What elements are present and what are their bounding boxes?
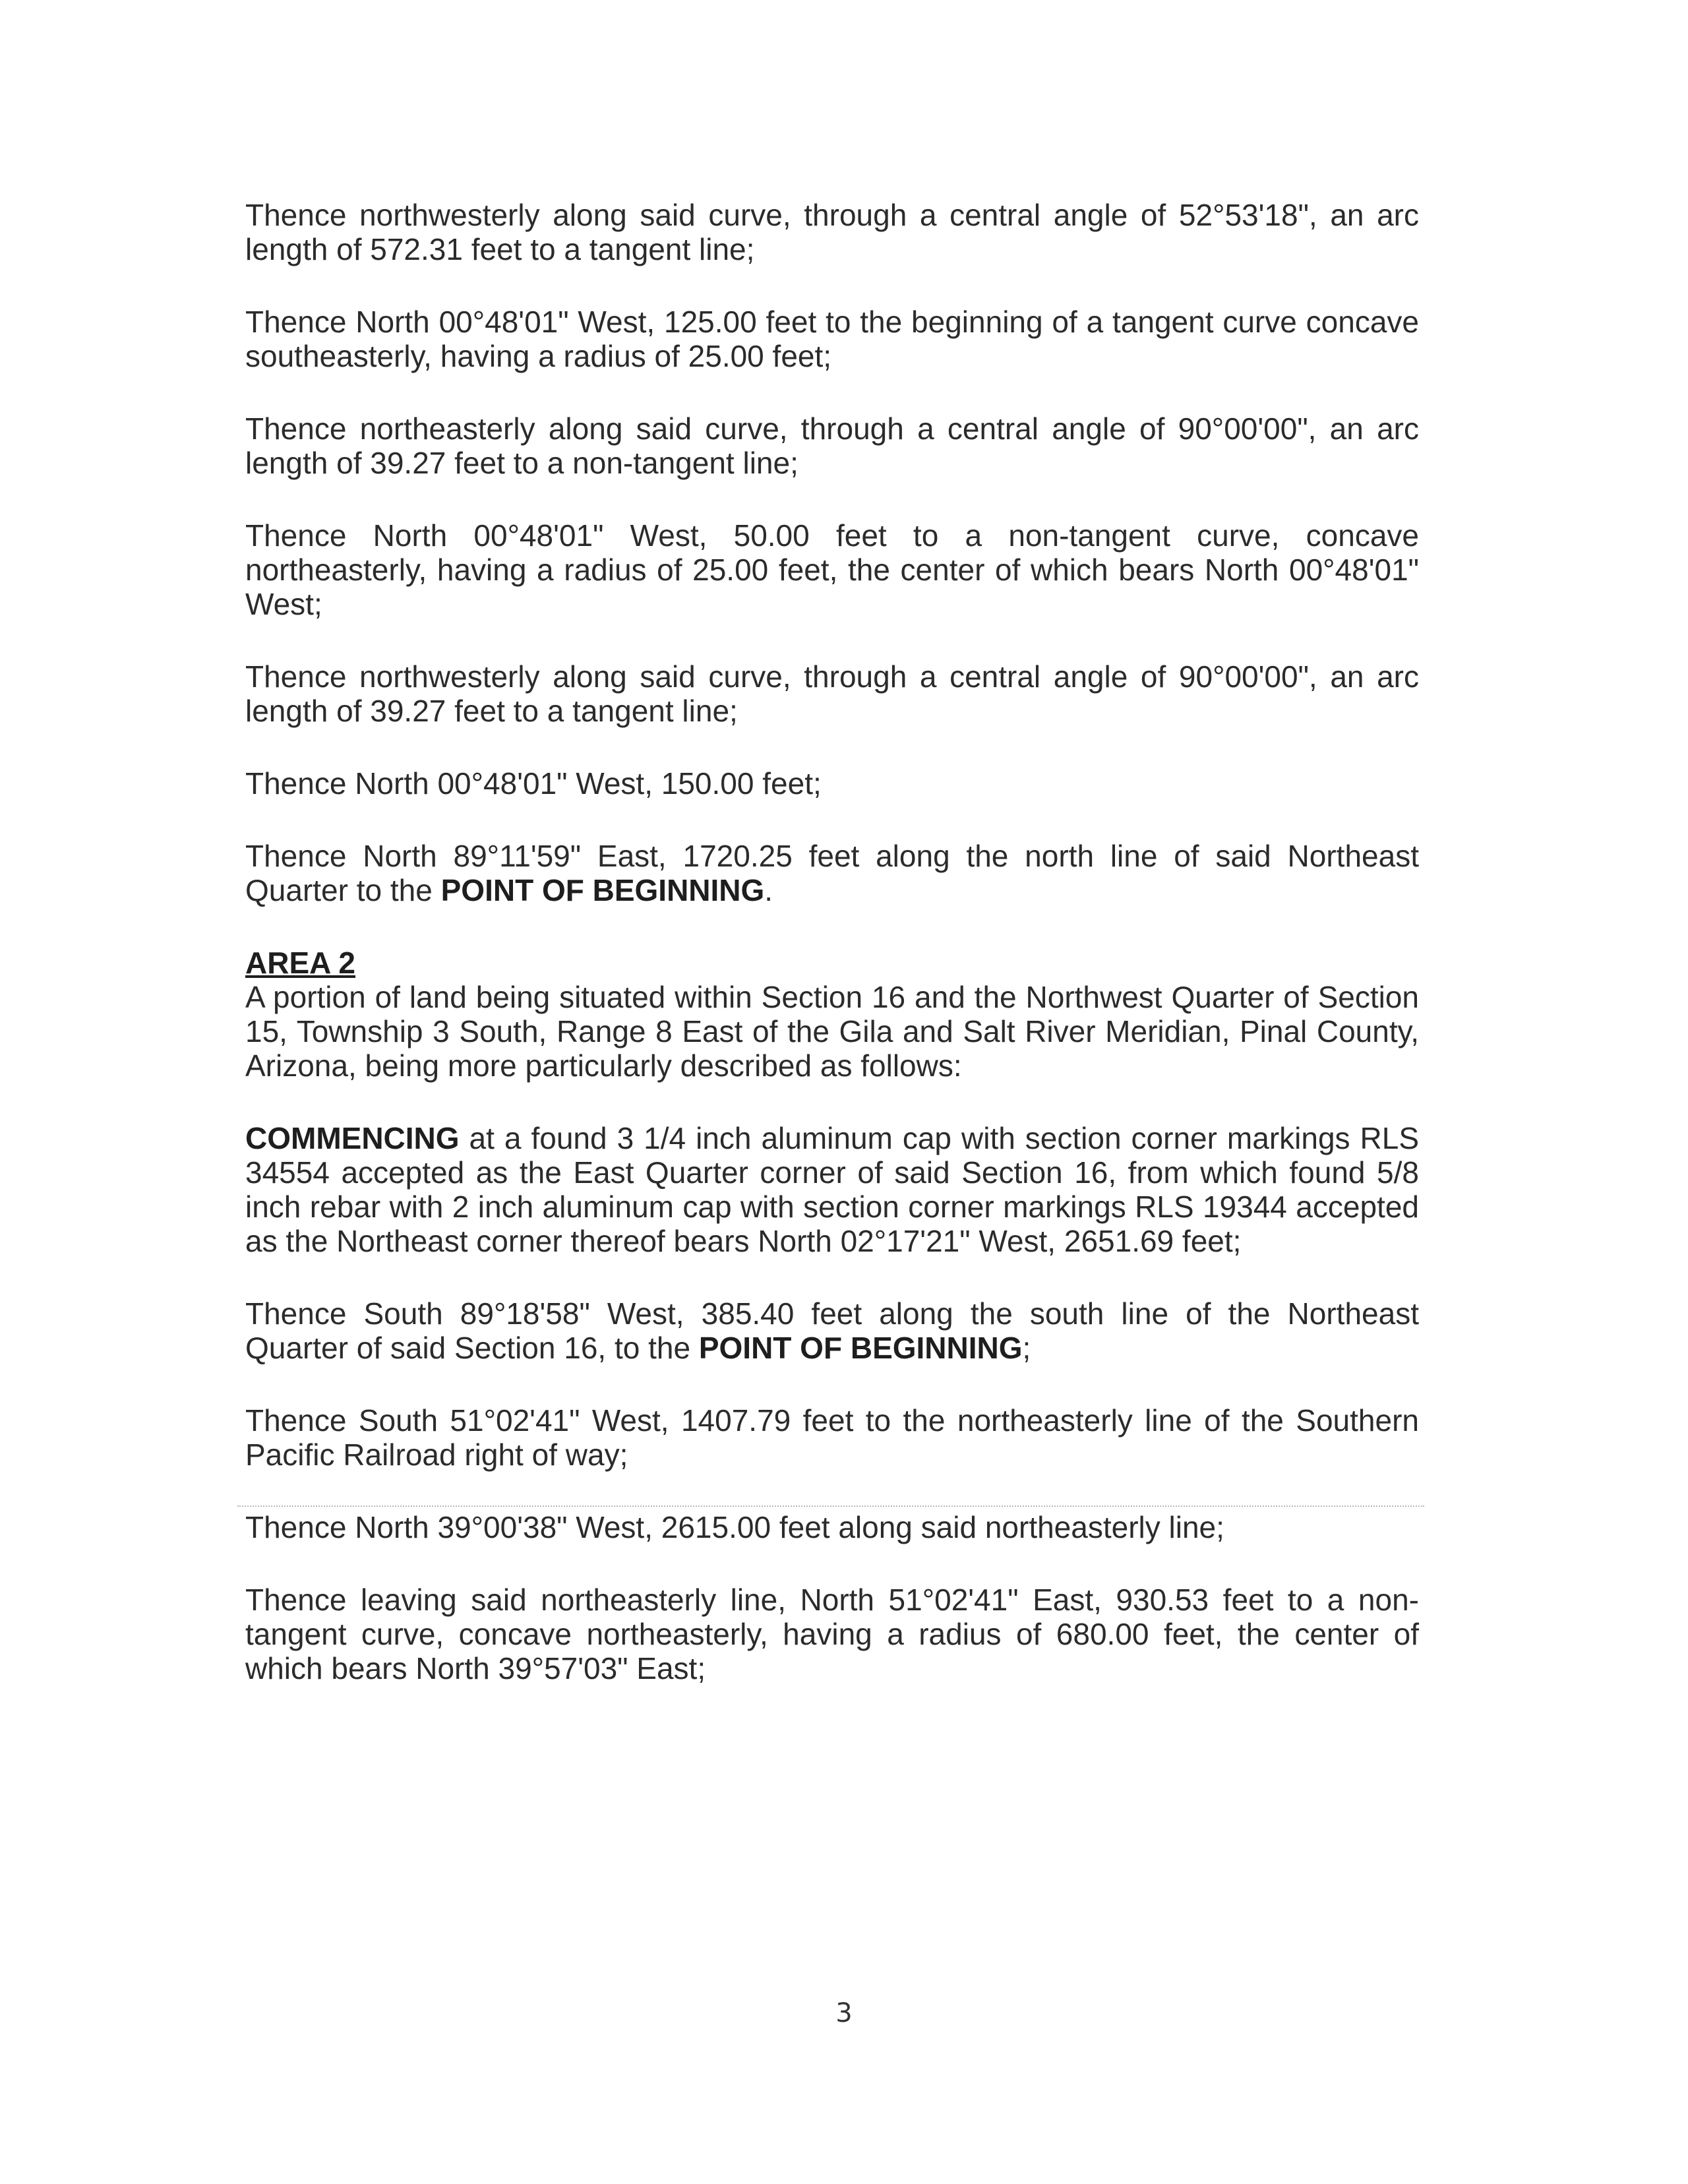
area-2-course-2: Thence North 39°00'38" West, 2615.00 feet along said northeasterly line; [245, 1510, 1224, 1544]
area-2-course-1: Thence South 51°02'41" West, 1407.79 feet to the northeasterly line of the Southern Pacific Railroad right of way; [245, 1403, 1419, 1472]
course-paragraph-5: Thence northwesterly along said curve, through a central angle of 90°00'00", an arc length of 39.27 feet to a tangent line; [245, 659, 1419, 728]
course-paragraph-1: Thence northwesterly along said curve, through a central angle of 52°53'18", an arc length of 572.31 feet to a tangent line; [245, 198, 1419, 266]
point-of-beginning-label: POINT OF BEGINNING [440, 873, 765, 907]
page-number: 3 [835, 1998, 853, 2028]
course-paragraph-4: Thence North 00°48'01" West, 50.00 feet to a non-tangent curve, concave northeasterly, having a radius of 25.00 feet, the center of which bears North 00°48'01" West; [245, 518, 1419, 621]
south-line-paragraph: Thence South 89°18'58" West, 385.40 feet along the south line of the Northeast Quarter of said Section 16, to the POINT OF BEGINNING; [245, 1296, 1419, 1365]
course-paragraph-7: Thence North 89°11'59" East, 1720.25 feet along the north line of said Northeast Quarter to the POINT OF BEGINNING. [245, 839, 1419, 907]
point-of-beginning-label: POINT OF BEGINNING [698, 1331, 1023, 1365]
legal-description-body [245, 198, 1419, 1724]
area-2-course-3: Thence leaving said northeasterly line, North 51°02'41" East, 930.53 feet to a non-tangent curve, concave northeasterly, having a radius of 680.00 feet, the center of which bears North 39°57'03" East; [245, 1583, 1419, 1685]
commencing-label: COMMENCING [245, 1121, 460, 1155]
scan-artifact-divider [237, 1505, 1424, 1507]
course-paragraph-2: Thence North 00°48'01" West, 125.00 feet to the beginning of a tangent curve concave southeasterly, having a radius of 25.00 feet; [245, 305, 1419, 373]
area-2-intro: A portion of land being situated within Section 16 and the Northwest Quarter of Section 15, Township 3 South, Range 8 East of the Gila and Salt River Meridian, Pinal County, Arizona, being more particularly described as follows: [245, 980, 1419, 1083]
commencing-paragraph: COMMENCING at a found 3 1/4 inch aluminum cap with section corner markings RLS 34554 accepted as the East Quarter corner of said Section 16, from which found 5/8 inch rebar with 2 inch aluminum cap with section corner markings RLS 19344 accepted as the Northeast corner thereof bears North 02°17'21" West, 2651.69 feet; [245, 1121, 1419, 1258]
course-paragraph-6: Thence North 00°48'01" West, 150.00 feet; [245, 766, 822, 801]
course-paragraph-3: Thence northeasterly along said curve, through a central angle of 90°00'00", an arc length of 39.27 feet to a non-tangent line; [245, 411, 1419, 480]
area-2-heading: AREA 2 [245, 946, 355, 980]
